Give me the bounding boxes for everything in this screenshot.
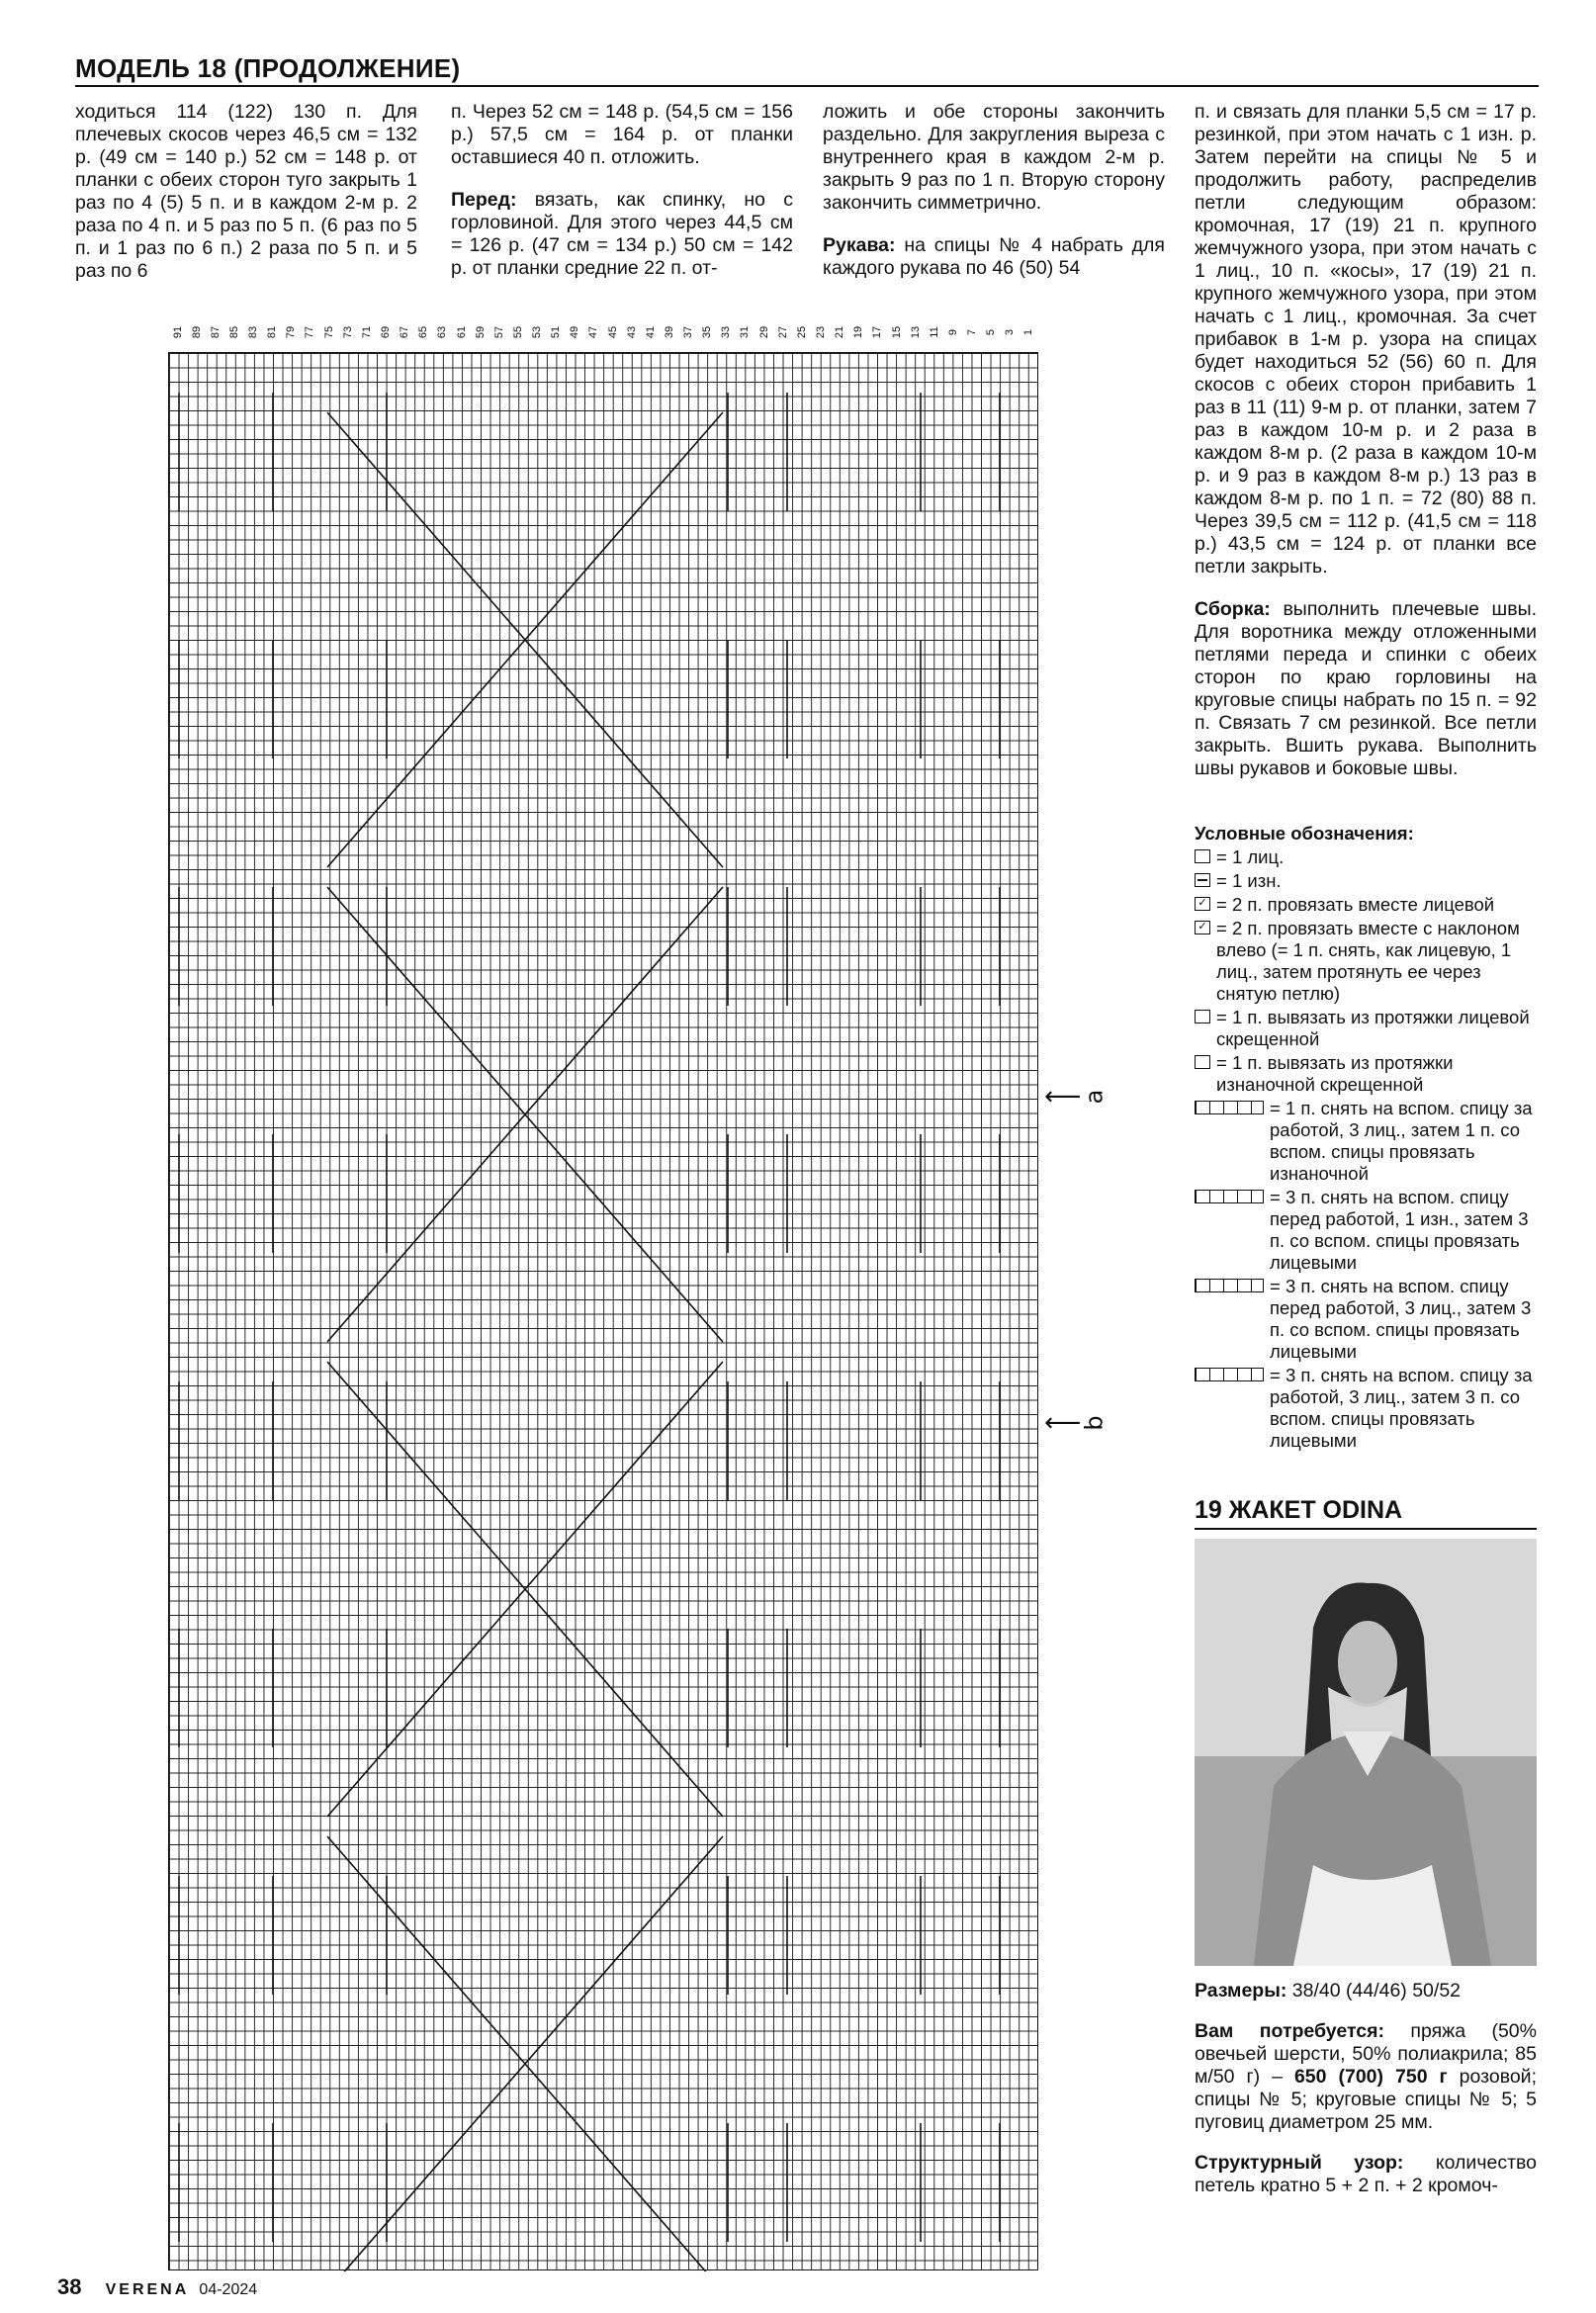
stitch-number: 37 xyxy=(682,325,695,339)
front-text: вязать, как спинку, но с горловиной. Для этого через 44,5 см = 126 р. (47 см = 134 р.) 50 см = 142 р. от планки средние 22 п. от- xyxy=(451,189,793,279)
legend-item-text: = 1 п. вывязать из протяжки изнаночной скрещенной xyxy=(1216,1052,1454,1095)
legend-symbol-icon xyxy=(1195,897,1210,911)
legend-symbol-icon xyxy=(1195,1101,1264,1114)
marker-b-label: b xyxy=(1080,1415,1108,1431)
stitch-number: 67 xyxy=(399,325,411,339)
legend-item-text: = 1 изн. xyxy=(1216,870,1282,891)
sizes-paragraph xyxy=(1195,1980,1537,2002)
stitch-number: 25 xyxy=(795,325,808,339)
stitch-number: 81 xyxy=(266,325,279,339)
legend-item xyxy=(1195,1365,1537,1452)
col4-assembly-paragraph xyxy=(1195,598,1537,780)
legend-symbol-icon xyxy=(1195,1368,1264,1381)
knitting-chart-grid xyxy=(168,352,1038,2270)
stitch-number: 53 xyxy=(531,325,544,339)
stitch-number: 13 xyxy=(909,325,922,339)
col1-paragraph: ходиться 114 (122) 130 п. Для плечевых скосов через 46,5 см = 132 р. (49 см = 140 р.) 52 см = 148 р. от планки с обеих сторон туго закрыть 1 раз по 4 (5) 5 п. и в каждом 2-м р. 2 раза по 4 п. и 5 раз по 5 п. (6 раз по 5 п. и 1 раз по 6 п.) 2 раза по 5 п. и 5 раз по 6 xyxy=(75,101,417,282)
stitch-number: 41 xyxy=(644,325,657,339)
pattern-paragraph xyxy=(1195,2152,1537,2197)
col2-front-paragraph xyxy=(451,189,793,280)
legend-symbol-icon xyxy=(1195,1055,1210,1069)
materials-paragraph xyxy=(1195,2020,1537,2134)
stitch-number: 29 xyxy=(757,325,770,339)
heading-rule xyxy=(75,85,1539,87)
stitch-number: 45 xyxy=(606,325,619,339)
issue-number: 04-2024 xyxy=(199,2281,258,2298)
legend-item-text: = 3 п. снять на вспом. спицу перед работой, 3 лиц., затем 3 п. со вспом. спицы провязать лицевыми xyxy=(1270,1276,1532,1362)
stitch-number: 83 xyxy=(247,325,260,339)
legend-item-text: = 1 п. вывязать из протяжки лицевой скрещенной xyxy=(1216,1007,1530,1049)
legend-item xyxy=(1195,918,1537,1005)
legend-symbol-icon xyxy=(1195,1279,1264,1292)
stitch-number: 5 xyxy=(985,328,998,336)
text-column-1 xyxy=(75,101,417,303)
section-19-title: 19 ЖАКЕТ ODINA xyxy=(1195,1496,1403,1524)
col3-paragraph: ложить и обе стороны закончить раздельно. Для закругления выреза с внутреннего края в каждом 2-м р. закрыть 9 раз по 1 п. Вторую сторону закончить симметрично. xyxy=(823,101,1165,214)
legend-item-text: = 2 п. провязать вместе лицевой xyxy=(1216,894,1495,915)
stitch-number: 79 xyxy=(285,325,298,339)
pattern-text: количество петель кратно 5 + 2 п. + 2 кромоч- xyxy=(1195,2152,1537,2196)
stitch-number: 43 xyxy=(625,325,638,339)
stitch-number: 47 xyxy=(587,325,600,339)
model-photo xyxy=(1195,1539,1537,1966)
page-footer xyxy=(57,2274,257,2300)
front-label: Перед: xyxy=(451,189,517,211)
sleeves-text: на спицы № 4 набрать для каждого рукава по 46 (50) 54 xyxy=(823,234,1165,279)
stitch-number: 17 xyxy=(871,325,884,339)
legend-item-text: = 1 п. снять на вспом. спицу за работой, 3 лиц., затем 1 п. со вспом. спицы провязать изнаночной xyxy=(1270,1098,1533,1184)
marker-a-label: a xyxy=(1080,1089,1108,1105)
col2-paragraph: п. Через 52 см = 148 р. (54,5 см = 156 р.) 57,5 см = 164 р. от планки оставшиеся 40 п. отложить. xyxy=(451,101,793,168)
stitch-number: 63 xyxy=(436,325,449,339)
stitch-number: 1 xyxy=(1022,328,1035,336)
materials-amount: 650 (700) 750 г xyxy=(1293,2066,1448,2088)
legend-item xyxy=(1195,1276,1537,1363)
magazine-name: VERENA xyxy=(105,2281,190,2298)
legend-item xyxy=(1195,870,1537,892)
legend-title: Условные обозначения: xyxy=(1195,823,1414,844)
section-19-rule xyxy=(1195,1528,1537,1530)
materials-text-1: пряжа (50% овечьей шерсти, 50% полиакрила; 85 м/50 г) – xyxy=(1195,2020,1537,2088)
legend-item xyxy=(1195,846,1537,868)
page-heading: МОДЕЛЬ 18 (ПРОДОЛЖЕНИЕ) xyxy=(75,53,461,83)
stitch-number: 71 xyxy=(360,325,373,339)
stitch-number: 55 xyxy=(511,325,524,339)
stitch-number: 85 xyxy=(227,325,240,339)
pattern-label: Структурный узор: xyxy=(1195,2152,1404,2174)
legend-symbol-icon xyxy=(1195,849,1210,863)
stitch-number: 9 xyxy=(946,328,959,336)
marker-b xyxy=(1044,1408,1108,1438)
stitch-number: 19 xyxy=(852,325,865,339)
stitch-number: 21 xyxy=(834,325,846,339)
legend-item xyxy=(1195,894,1537,916)
stitch-number: 77 xyxy=(304,325,316,339)
stitch-number: 7 xyxy=(966,328,979,336)
legend-item xyxy=(1195,1007,1537,1050)
sizes-text: 38/40 (44/46) 50/52 xyxy=(1286,1980,1462,2002)
stitch-number: 49 xyxy=(569,325,581,339)
chart-stitch-numbers xyxy=(168,326,1038,352)
stitch-number: 15 xyxy=(890,325,903,339)
text-column-3 xyxy=(823,101,1165,300)
stitch-number: 3 xyxy=(1004,328,1017,336)
photo-illustration xyxy=(1195,1539,1537,1966)
stitch-number: 69 xyxy=(380,325,392,339)
legend-item xyxy=(1195,1098,1537,1185)
stitch-number: 27 xyxy=(776,325,789,339)
legend-item-text: = 2 п. провязать вместе с наклоном влево (= 1 п. снять, как лицевую, 1 лиц., затем протянуть ее через снятую петлю) xyxy=(1216,918,1520,1004)
stitch-number: 59 xyxy=(474,325,487,339)
sizes-label: Размеры: xyxy=(1195,1980,1287,2002)
stitch-number: 89 xyxy=(190,325,203,339)
assembly-label: Сборка: xyxy=(1195,598,1271,620)
cable-lines xyxy=(169,353,1039,2271)
stitch-number: 65 xyxy=(417,325,430,339)
stitch-number: 57 xyxy=(492,325,505,339)
stitch-number: 31 xyxy=(739,325,752,339)
stitch-number: 23 xyxy=(815,325,827,339)
stitch-number: 61 xyxy=(455,325,468,339)
materials-text-2: розовой; спицы № 5; круговые спицы № 5; 5 пуговиц диаметром 25 мм. xyxy=(1195,2066,1537,2133)
stitch-number: 91 xyxy=(171,325,184,339)
legend-item-text: = 1 лиц. xyxy=(1216,846,1285,867)
stitch-number: 87 xyxy=(209,325,222,339)
section-19-text xyxy=(1195,1980,1537,2215)
materials-label: Вам потребуется: xyxy=(1195,2020,1384,2042)
legend-symbol-icon xyxy=(1195,921,1210,934)
legend-symbol-icon xyxy=(1195,1010,1210,1023)
text-column-2 xyxy=(451,101,793,300)
stitch-number: 73 xyxy=(341,325,354,339)
section-19-header xyxy=(1195,1495,1537,1530)
stitch-number: 51 xyxy=(550,325,563,339)
text-column-4 xyxy=(1195,101,1537,800)
legend xyxy=(1195,823,1537,1454)
col4-paragraph: п. и связать для планки 5,5 см = 17 р. резинкой, при этом начать с 1 изн. р. Затем перейти на спицы № 5 и продолжить работу, распределив петли следующим образом: кромочная, 17 (19) 21 п. крупного жемчужного узора, при этом начать с 1 лиц., 10 п. «косы», 17 (19) 21 п. крупного жемчужного узора, при этом начать с 1 лиц., кромочная. За счет прибавок в 1-м р. узора на спицах будет находиться 52 (56) 60 п. Для скосов с обеих сторон прибавить 1 раз в 11 (11) 9-м р. от планки, затем 7 раз в каждом 10-м р. и 2 раза в каждом 8-м р. (2 раза в каждом 10-м р. и 9 раз в каждом 8-м р.) 13 раз в каждом 8-м р. по 1 п. = 72 (80) 88 п. Через 39,5 см = 112 р. (41,5 см = 118 р.) 43,5 см = 124 р. от планки все петли закрыть. xyxy=(1195,101,1537,578)
assembly-text: выполнить плечевые швы. Для воротника между отложенными петлями переда и спинки с обеих сторон по краю горловины на круговые спицы набрать по 15 п. = 92 п. Связать 7 см резинкой. Все петли закрыть. Вшить рукава. Выполнить швы рукавов и боковые швы. xyxy=(1195,598,1537,779)
stitch-number: 39 xyxy=(663,325,675,339)
legend-item-text: = 3 п. снять на вспом. спицу за работой, 3 лиц., затем 3 п. со вспом. спицы провязать лицевыми xyxy=(1270,1365,1533,1451)
legend-items xyxy=(1195,846,1537,1452)
stitch-number: 11 xyxy=(928,326,940,338)
arrow-left-icon: ⟵ xyxy=(1044,1082,1082,1112)
arrow-left-icon: ⟵ xyxy=(1044,1408,1082,1438)
legend-symbol-icon xyxy=(1195,1190,1264,1203)
legend-item-text: = 3 п. снять на вспом. спицу перед работой, 1 изн., затем 3 п. со вспом. спицы провязать лицевыми xyxy=(1270,1187,1529,1273)
page-number: 38 xyxy=(57,2274,82,2299)
stitch-number: 35 xyxy=(701,325,714,339)
stitch-number: 33 xyxy=(720,325,733,339)
col3-sleeves-paragraph xyxy=(823,234,1165,280)
legend-symbol-icon xyxy=(1195,873,1210,887)
sleeves-label: Рукава: xyxy=(823,234,896,256)
legend-item xyxy=(1195,1052,1537,1096)
stitch-number: 75 xyxy=(322,325,335,339)
marker-a xyxy=(1044,1082,1108,1112)
legend-item xyxy=(1195,1187,1537,1274)
